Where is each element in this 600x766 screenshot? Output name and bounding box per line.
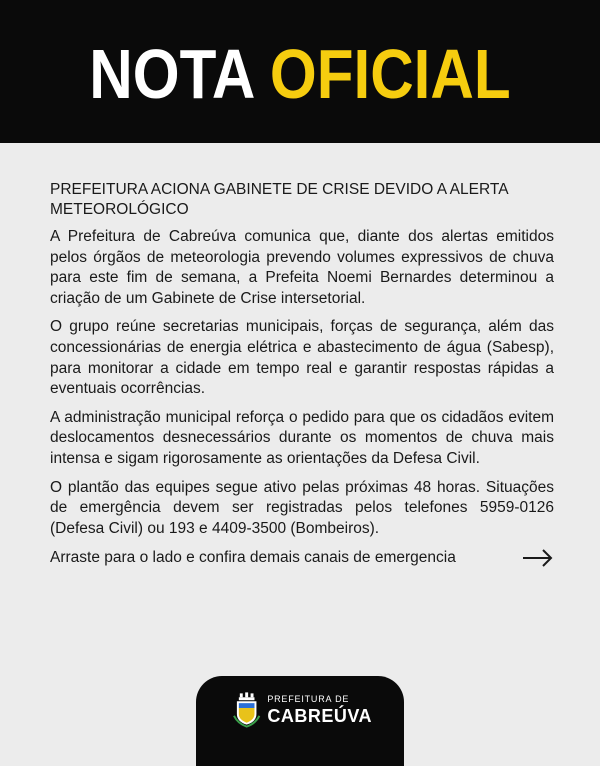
header-banner bbox=[0, 0, 600, 143]
article-headline: PREFEITURA ACIONA GABINETE DE CRISE DEVIDO A ALERTA METEOROLÓGICO bbox=[50, 181, 508, 218]
coat-of-arms-icon bbox=[232, 692, 261, 728]
page-title bbox=[89, 34, 511, 113]
paragraph-4: O plantão das equipes segue ativo pelas próximas 48 horas. Situações de emergência devem ser registradas pelos telefones 5959-0126 (Defesa Civil) ou 193 e 4409-3500 (Bombeiros). bbox=[50, 478, 554, 537]
title-word-nota: NOTA bbox=[89, 34, 254, 113]
title-word-oficial: OFICIAL bbox=[269, 34, 511, 113]
article-body bbox=[50, 180, 554, 569]
swipe-hint[interactable] bbox=[50, 547, 554, 569]
paragraph-3: A administração municipal reforça o pedido para que os cidadãos evitem deslocamentos desnecessários durante os momentos de chuva mais intensa e sigam rigorosamente as orientações da Defesa Civil. bbox=[50, 408, 554, 467]
logo-line-prefeitura: PREFEITURA DE bbox=[267, 694, 350, 704]
logo-line-cabreuva: CABREÚVA bbox=[267, 706, 372, 726]
paragraph-1: A Prefeitura de Cabreúva comunica que, diante dos alertas emitidos pelos órgãos de meteorologia prevendo volumes expressivos de chuva para este fim de semana, a Prefeita Noemi Bernardes determinou a criação de um Gabinete de Crise intersetorial. bbox=[50, 228, 554, 307]
paragraph-2: O grupo reúne secretarias municipais, forças de segurança, além das concessionárias de energia elétrica e abastecimento de água (Sabesp), para monitorar a cidade em tempo real e garantir respostas rápidas a eventuais ocorrências. bbox=[50, 318, 554, 398]
city-logo bbox=[232, 690, 372, 730]
arrow-right-icon[interactable] bbox=[522, 548, 554, 568]
swipe-hint-text: Arraste para o lado e confira demais canais de emergencia bbox=[50, 549, 456, 567]
